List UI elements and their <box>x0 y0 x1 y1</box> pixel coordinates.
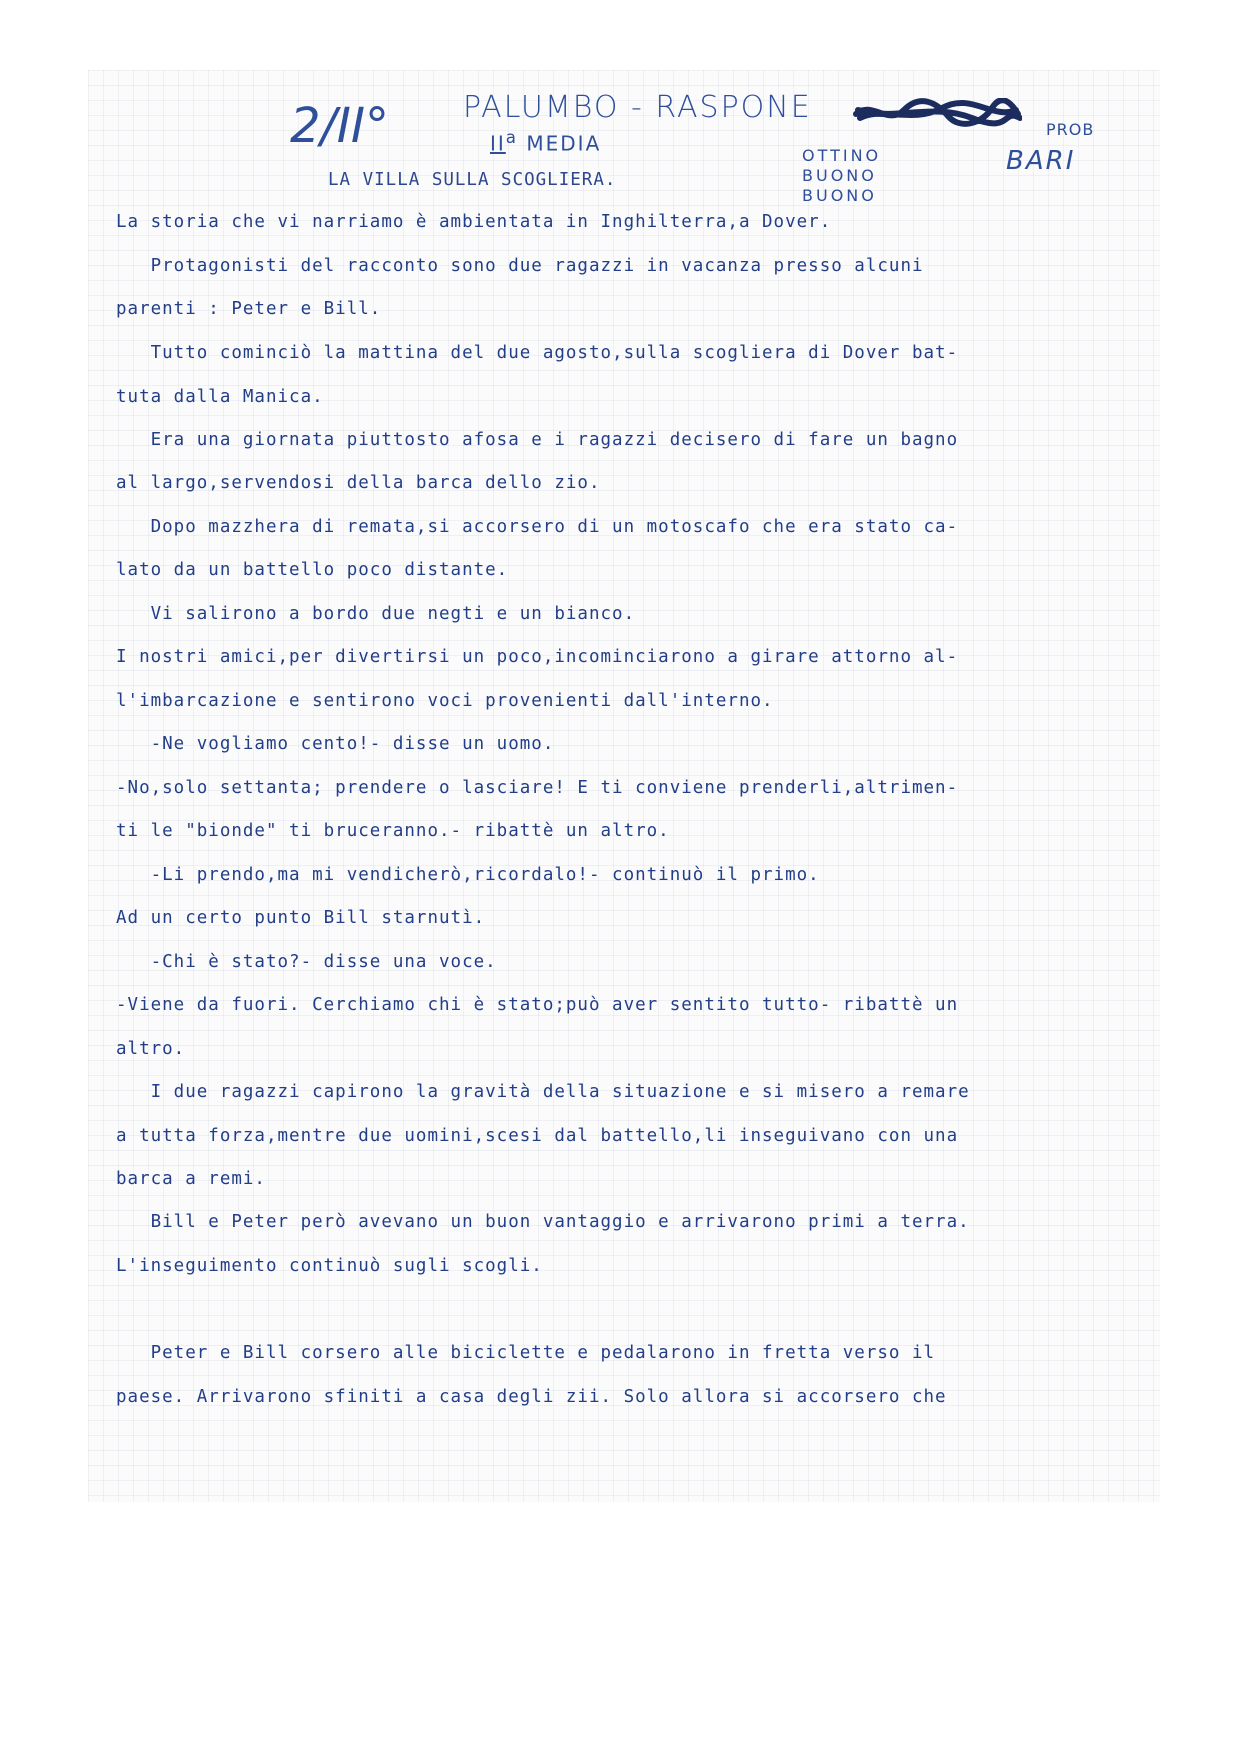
text-line: -Li prendo,ma mi vendicherò,ricordalo!- continuò il primo. <box>116 865 820 885</box>
text-line: -Ne vogliamo cento!- disse un uomo. <box>116 734 555 754</box>
text-line: Dopo mazzhera di remata,si accorsero di un motoscafo che era stato ca- <box>116 517 959 537</box>
text-line: barca a remi. <box>116 1169 266 1189</box>
class-label <box>490 128 601 156</box>
text-line: al largo,servendosi della barca dello zio. <box>116 473 601 493</box>
text-line: Vi salirono a bordo due negti e un bianco. <box>116 604 636 624</box>
text-line: tuta dalla Manica. <box>116 387 324 407</box>
class-word: MEDIA <box>526 131 602 156</box>
text-line: Tutto cominciò la mattina del due agosto,sulla scogliera di Dover bat- <box>116 343 959 363</box>
text-line: -Viene da fuori. Cerchiamo chi è stato;può aver sentito tutto- ribattè un <box>116 995 959 1015</box>
text-line: ti le "bionde" ti bruceranno.- ribattè un altro. <box>116 821 670 841</box>
text-line: altro. <box>116 1039 186 1059</box>
text-line: a tutta forza,mentre due uomini,scesi dal battello,li inseguivano con una <box>116 1126 959 1146</box>
class-superscript: a <box>505 128 519 147</box>
prob-note: PROB <box>1046 120 1095 139</box>
text-line: lato da un battello poco distante. <box>116 560 509 580</box>
text-line: parenti : Peter e Bill. <box>116 299 382 319</box>
city-note: BARI <box>1006 146 1076 176</box>
text-line: Ad un certo punto Bill starnutì. <box>116 908 486 928</box>
class-number: II <box>490 131 506 156</box>
grade-line: OTTINO <box>802 146 882 165</box>
text-line: Protagonisti del racconto sono due ragazzi in vacanza presso alcuni <box>116 256 924 276</box>
grade-line: BUONO <box>802 166 877 185</box>
grade-line: BUONO <box>802 186 877 205</box>
text-line: -Chi è stato?- disse una voce. <box>116 952 497 972</box>
text-line: La storia che vi narriamo è ambientata in Inghilterra,a Dover. <box>116 212 832 232</box>
text-line: -No,solo settanta; prendere o lasciare! E ti conviene prenderli,altrimen- <box>116 778 959 798</box>
text-line: I due ragazzi capirono la gravità della situazione e si misero a remare <box>116 1082 970 1102</box>
text-line: Era una giornata piuttosto afosa e i ragazzi decisero di fare un bagno <box>116 430 959 450</box>
scribbled-out-word-icon <box>852 98 1022 128</box>
text-line: Peter e Bill corsero alle biciclette e pedalarono in fretta verso il <box>116 1343 936 1363</box>
text-line: paese. Arrivarono sfiniti a casa degli zii. Solo allora si accorsero che <box>116 1387 947 1407</box>
text-line: I nostri amici,per divertirsi un poco,incominciarono a girare attorno al- <box>116 647 959 667</box>
text-line: l'imbarcazione e sentirono voci provenienti dall'interno. <box>116 691 774 711</box>
grades-block <box>802 146 881 206</box>
text-line: L'inseguimento continuò sugli scogli. <box>116 1256 543 1276</box>
document-title: LA VILLA SULLA SCOGLIERA. <box>328 170 617 190</box>
student-names: PALUMBO - RASPONE <box>463 90 812 125</box>
document-reference-mark: 2/II° <box>290 98 390 154</box>
text-line: Bill e Peter però avevano un buon vantaggio e arrivarono primi a terra. <box>116 1212 970 1232</box>
